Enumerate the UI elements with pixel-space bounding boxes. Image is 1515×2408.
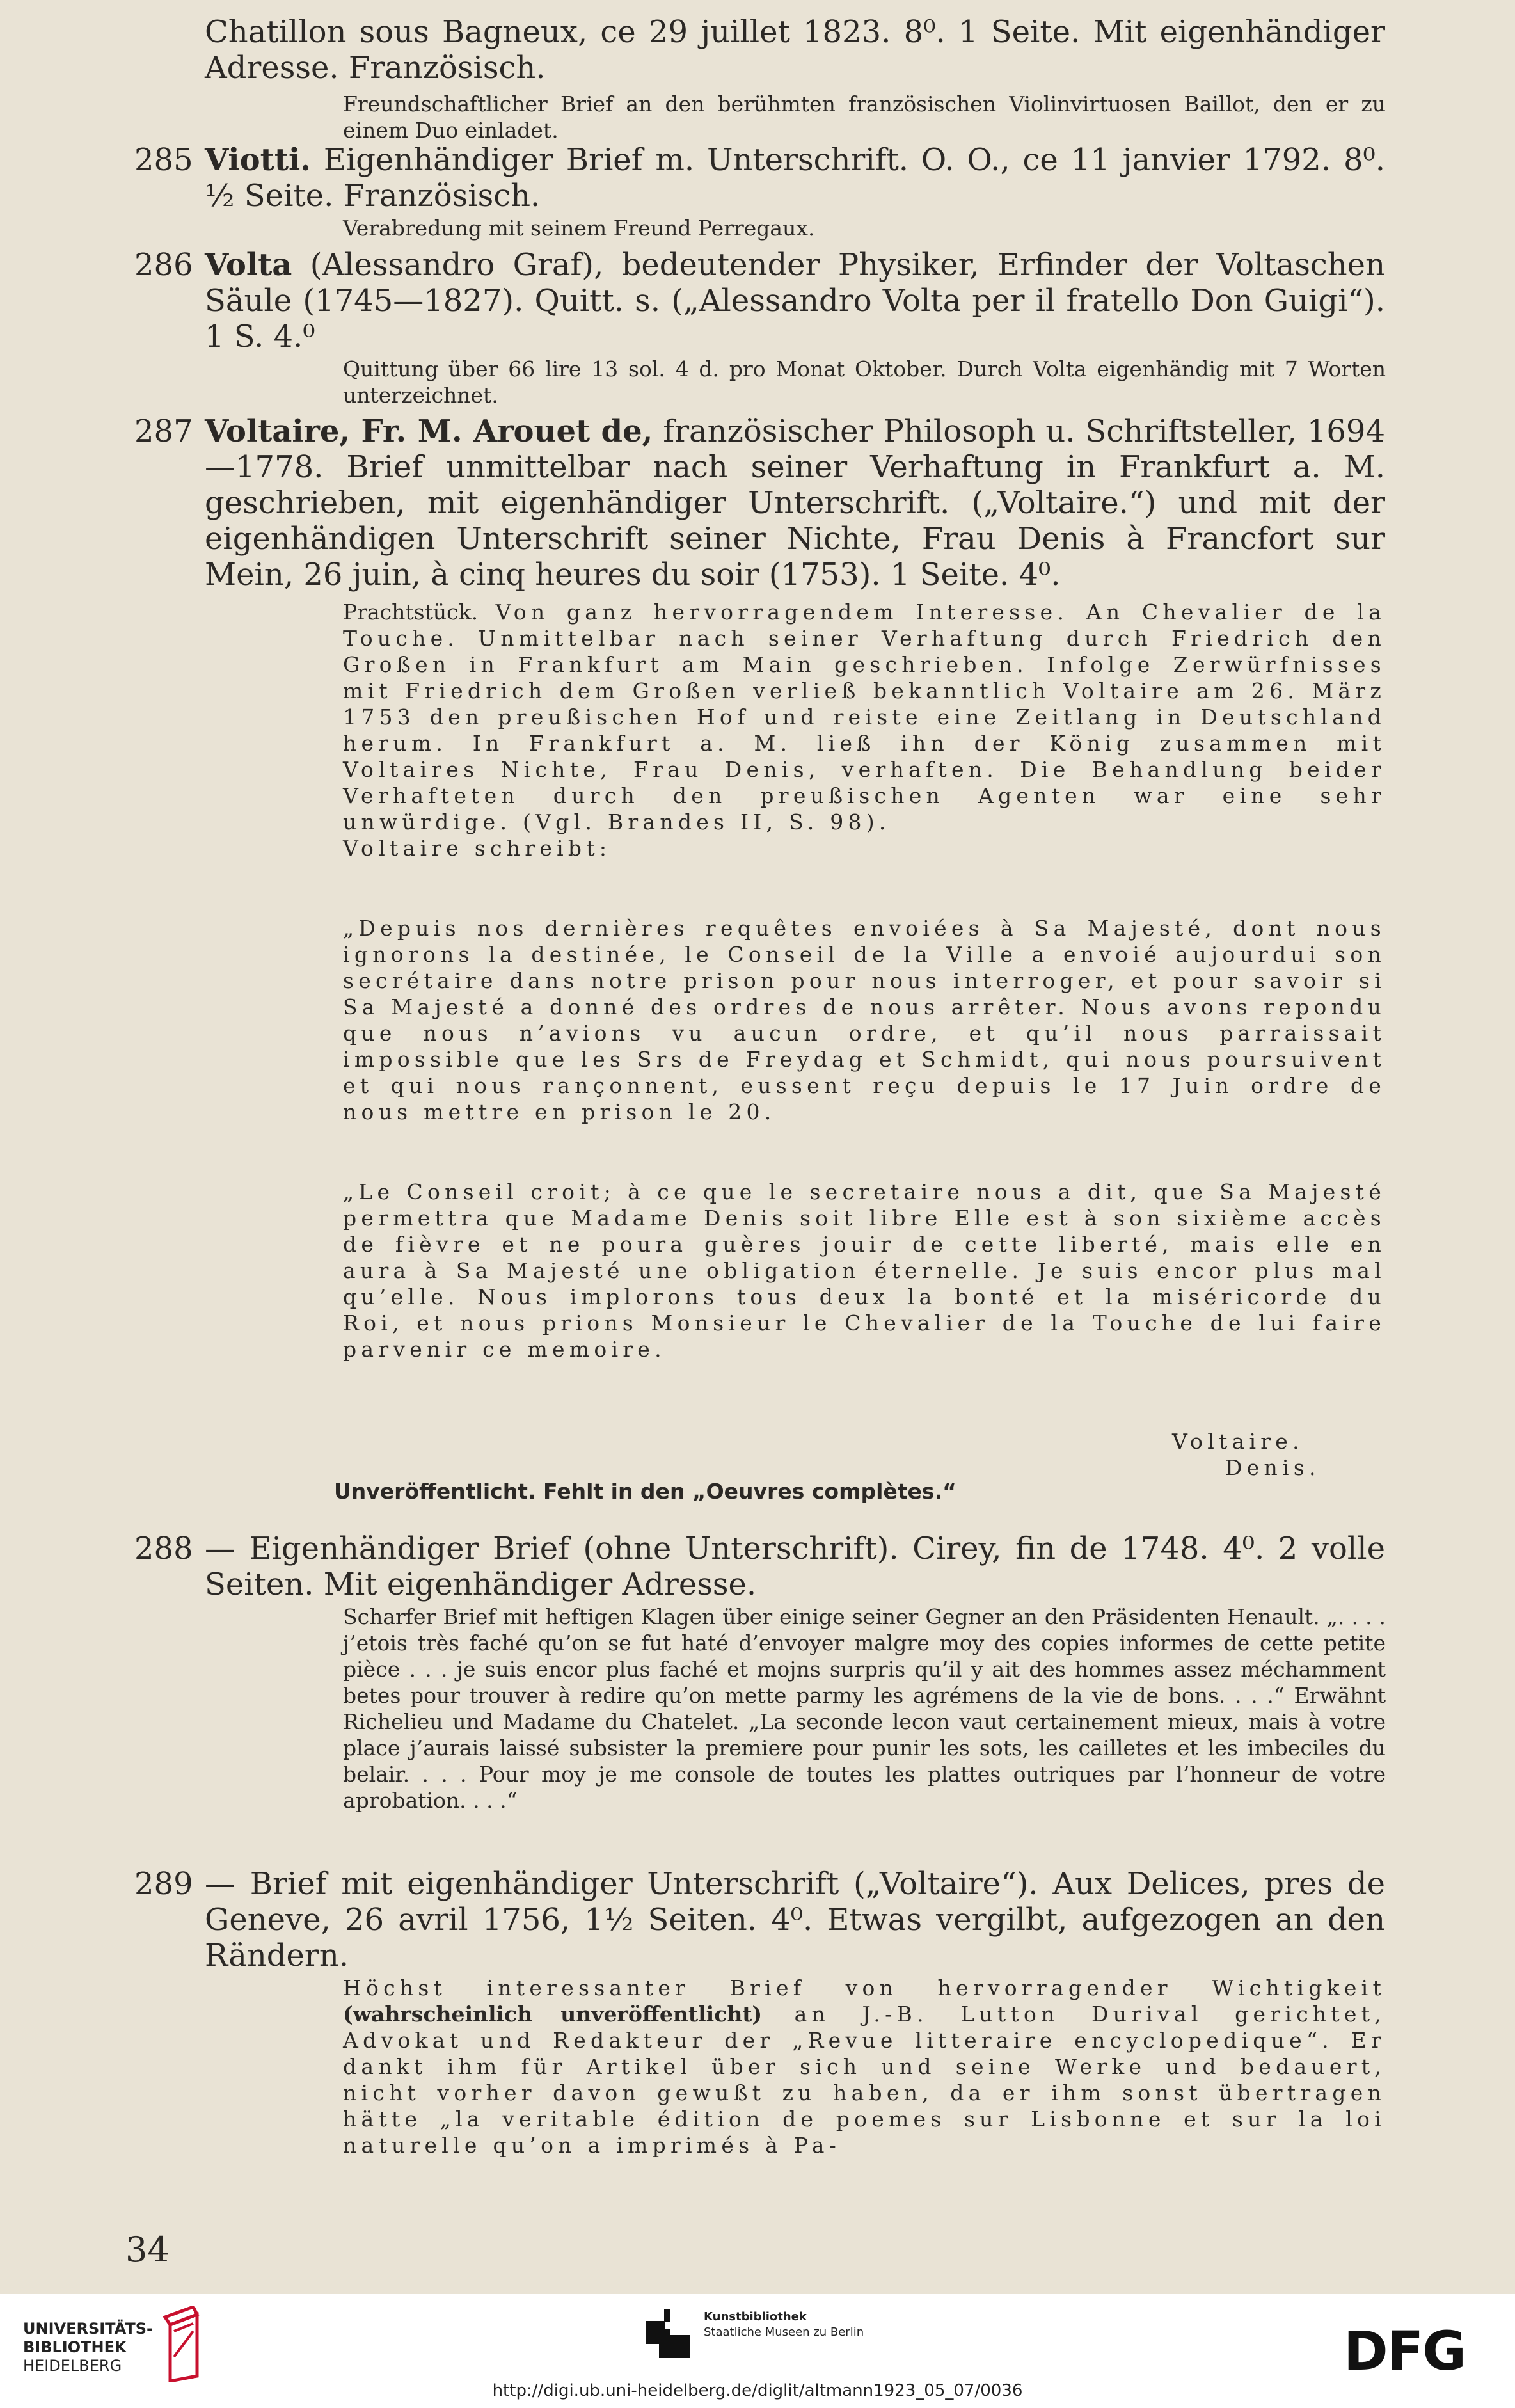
kunstbibliothek-logo-icon	[645, 2308, 696, 2359]
entry-286-desc: (Alessandro Graf), bedeutender Physiker, Erfinder der Voltaschen Säule (1745—1827). Quitt. s. („Alessandro Volta per il fratello Don Guigi“). 1 S. 4.⁰	[205, 247, 1385, 355]
entry-287-quote-1: „Depuis nos dernières requêtes envoiées à Sa Majesté, dont nous ignorons la destinée, le Conseil de la Ville a envoié aujourdui son secrétaire dans notre prison pour nous interroger, et pour savoir si Sa Majesté a donné des ordres de nous arrêter. Nous avons repondu que nous n’avions vu aucun ordre, et qu’il nous parraissait impossible que les Srs de Freydag et Schmidt, qui nous poursuivent et qui nous rançonnent, eussent reçu depuis le 17 Juin ordre de nous mettre en prison le 20.	[343, 916, 1386, 1124]
kb-line-2: Staatliche Museen zu Berlin	[704, 2325, 864, 2339]
entry-288-note: Scharfer Brief mit heftigen Klagen über einige seiner Gegner an den Präsidenten Henault. „. . . . j’etois très faché qu’on se fut haté d’envoyer malgre moy des copies informes de cette petite pièce . . . je suis encor plus faché et mojns surpris qu’il y ait des hommes assez méchamment betes pour trouver à redire qu’on mette parmy les agrémens de la vie de bons. . . .“ Erwähnt Richelieu und Madame du Chatelet. „La seconde lecon vaut certainement mieux, mais à votre place j’aurais laissé subsister la premiere pour punir les sots, les cailletes et les imbeciles du belair. . . . Pour moy je me console de toutes les plattes outriques par l’honneur de votre aprobation. . . .“	[343, 1604, 1386, 1813]
kunstbibliothek-label	[704, 2309, 864, 2340]
entry-285-text	[205, 142, 1385, 214]
entry-287-note	[343, 599, 1386, 861]
entry-287-note-lead: Prachtstück.	[343, 600, 479, 625]
signature-denis: Denis.	[1225, 1455, 1321, 1480]
entry-288-number: 288	[134, 1531, 193, 1567]
kb-line-1: Kunstbibliothek	[704, 2310, 807, 2324]
entry-289-note-b: (wahrscheinlich unveröffentlicht)	[343, 2002, 763, 2027]
entry-289-note-a: Höchst interessanter Brief von hervorragender Wichtigkeit	[343, 1975, 1386, 2000]
entry-285-name: Viotti.	[205, 142, 311, 178]
entry-288-text: — Eigenhändiger Brief (ohne Unterschrift). Cirey, fin de 1748. 4⁰. 2 volle Seiten. Mit eigenhändiger Adresse.	[205, 1531, 1385, 1602]
entry-287-note-intro: Voltaire schreibt:	[343, 836, 612, 861]
signature-voltaire: Voltaire.	[1172, 1429, 1304, 1454]
ub-heidelberg-label	[23, 2320, 153, 2375]
entry-287-text	[205, 413, 1385, 593]
entry-287-note-body: Von ganz hervorragendem Interesse. An Chevalier de la Touche. Unmittelbar nach seiner Verhaftung durch Friedrich den Großen in Frankfurt am Main geschrieben. Infolge Zerwürfnisses mit Friedrich dem Großen verließ bekanntlich Voltaire am 26. März 1753 den preußischen Hof und reiste eine Zeitlang in Deutschland herum. In Frankfurt a. M. ließ ihn der König zusammen mit Voltaires Nichte, Frau Denis, verhaften. Die Behandlung beider Verhafteten durch den preußischen Agenten war eine sehr unwürdige. (Vgl. Brandes II, S. 98).	[343, 600, 1386, 834]
page-number: 34	[125, 2229, 170, 2270]
ub-line-2: BIBLIOTHEK	[23, 2338, 127, 2356]
entry-286-text	[205, 247, 1385, 355]
entry-289-note-c: an J.-B. Lutton Durival gerichtet, Advokat und Redakteur der „Revue litteraire encyclopedique“. Er dankt ihm für Artikel über sich und seine Werke und bedauert, nicht vorher davon gewußt zu haben, da er ihm sonst übertragen hätte „la veritable édition de poemes sur Lisbonne et sur la loi naturelle qu’on a imprimés à Pa-	[343, 2002, 1386, 2158]
ub-line-1: UNIVERSITÄTS-	[23, 2320, 154, 2338]
entry-285-desc: Eigenhändiger Brief m. Unterschrift. O. O., ce 11 janvier 1792. 8⁰. ½ Seite. Französisch.	[205, 142, 1385, 214]
entry-286-name: Volta	[205, 247, 292, 283]
entry-287-name: Voltaire, Fr. M. Arouet de,	[205, 413, 653, 449]
entry-289-number: 289	[134, 1866, 193, 1902]
ub-logo-icon	[160, 2306, 211, 2382]
footer-bar	[0, 2294, 1515, 2408]
entry-284-note: Freundschaftlicher Brief an den berühmten französischen Violinvirtuosen Baillot, den er zu einem Duo einladet.	[343, 92, 1386, 143]
entry-286-number: 286	[134, 247, 193, 283]
entry-287-unpublished: Unveröffentlicht. Fehlt in den „Oeuvres complètes.“	[334, 1479, 956, 1504]
entry-284-tail: Chatillon sous Bagneux, ce 29 juillet 1823. 8⁰. 1 Seite. Mit eigenhändiger Adresse. Französisch.	[205, 14, 1385, 86]
ub-line-3: HEIDELBERG	[23, 2357, 122, 2375]
entry-289-note	[343, 1975, 1386, 2158]
entry-286-note: Quittung über 66 lire 13 sol. 4 d. pro Monat Oktober. Durch Volta eigenhändig mit 7 Worten unterzeichnet.	[343, 356, 1386, 408]
entry-287-desc: französischer Philosoph u. Schriftsteller, 1694—1778. Brief unmittelbar nach seiner Verhaftung in Frankfurt a. M. geschrieben, mit eigenhändiger Unterschrift. („Voltaire.“) und mit der eigenhändigen Unterschrift seiner Nichte, Frau Denis à Francfort sur Mein, 26 juin, à cinq heures du soir (1753). 1 Seite. 4⁰.	[205, 413, 1386, 593]
source-url[interactable]: http://digi.ub.uni-heidelberg.de/diglit/altmann1923_05_07/0036	[492, 2381, 1023, 2400]
entry-285-note: Verabredung mit seinem Freund Perregaux.	[343, 216, 815, 241]
entry-287-number: 287	[134, 413, 193, 449]
dfg-logo: DFG	[1344, 2320, 1466, 2382]
entry-285-number: 285	[134, 142, 193, 178]
entry-289-text: — Brief mit eigenhändiger Unterschrift („Voltaire“). Aux Delices, pres de Geneve, 26 avril 1756, 1½ Seiten. 4⁰. Etwas vergilbt, aufgezogen an den Rändern.	[205, 1866, 1385, 1973]
entry-287-quote-2: „Le Conseil croit; à ce que le secretaire nous a dit, que Sa Majesté permettra que Madame Denis soit libre Elle est à son sixième accès de fièvre et ne poura guères jouir de cette liberté, mais elle en aura à Sa Majesté une obligation éternelle. Je suis encor plus mal qu’elle. Nous implorons tous deux la bonté et la miséricorde du Roi, et nous prions Monsieur le Chevalier de la Touche de lui faire parvenir ce memoire.	[343, 1179, 1386, 1362]
